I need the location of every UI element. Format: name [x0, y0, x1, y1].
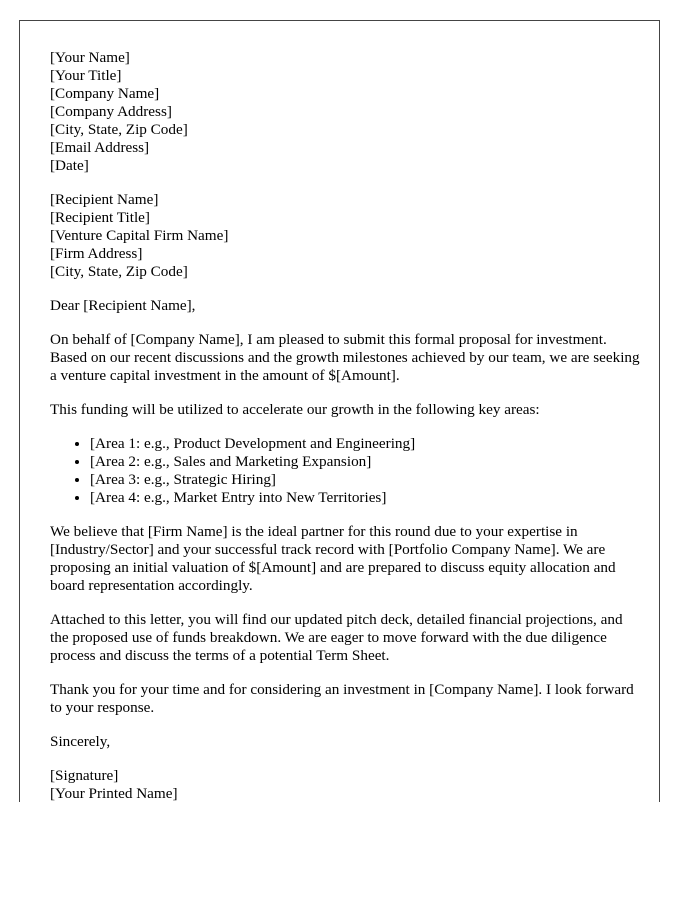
recipient-firm: [Venture Capital Firm Name]	[50, 227, 229, 244]
recipient-address: [Firm Address]	[50, 245, 143, 262]
recipient-name: [Recipient Name]	[50, 191, 159, 208]
printed-name: [Your Printed Name]	[50, 785, 178, 802]
list-item: • [Area 2: e.g., Sales and Marketing Expansion]	[90, 453, 640, 471]
signoff: Sincerely,	[50, 733, 111, 750]
partner-paragraph: We believe that [Firm Name] is the ideal partner for this round due to your expertise in [Industry/Sector] and your successful track record with [Portfolio Company Name]. We are proposing an initial valuation of $[Amount] and are prepared to discuss equity allocation and board representation accordingly.	[50, 523, 616, 594]
sender-name: [Your Name]	[50, 49, 130, 66]
recipient-block	[50, 191, 640, 281]
recipient-city: [City, State, Zip Code]	[50, 263, 188, 280]
sender-title: [Your Title]	[50, 67, 122, 84]
list-item: • [Area 3: e.g., Strategic Hiring]	[90, 471, 640, 489]
signature: [Signature]	[50, 767, 119, 784]
funding-paragraph: This funding will be utilized to accelerate our growth in the following key areas:	[50, 401, 540, 418]
attached-paragraph: Attached to this letter, you will find our updated pitch deck, detailed financial projections, and the proposed use of funds breakdown. We are eager to move forward with the due diligence process and discuss the terms of a potential Term Sheet.	[50, 611, 623, 664]
letter-body	[50, 49, 640, 802]
sender-city: [City, State, Zip Code]	[50, 121, 188, 138]
key-areas-list	[50, 435, 640, 507]
letter-page	[19, 20, 660, 802]
list-item: • [Area 1: e.g., Product Development and Engineering]	[90, 435, 640, 453]
signature-block	[50, 767, 640, 802]
sender-company: [Company Name]	[50, 85, 160, 102]
list-item: • [Area 4: e.g., Market Entry into New Territories]	[90, 489, 640, 507]
sender-block	[50, 49, 640, 175]
salutation: Dear [Recipient Name],	[50, 297, 196, 314]
sender-email: [Email Address]	[50, 139, 150, 156]
sender-address: [Company Address]	[50, 103, 172, 120]
intro-paragraph: On behalf of [Company Name], I am pleased to submit this formal proposal for investment. Based on our recent discussions and the growth milestones achieved by our team, we are seeking a venture capital investment in the amount of $[Amount].	[50, 331, 640, 384]
letter-date: [Date]	[50, 157, 89, 174]
thanks-paragraph: Thank you for your time and for considering an investment in [Company Name]. I look forward to your response.	[50, 681, 634, 716]
recipient-title: [Recipient Title]	[50, 209, 150, 226]
